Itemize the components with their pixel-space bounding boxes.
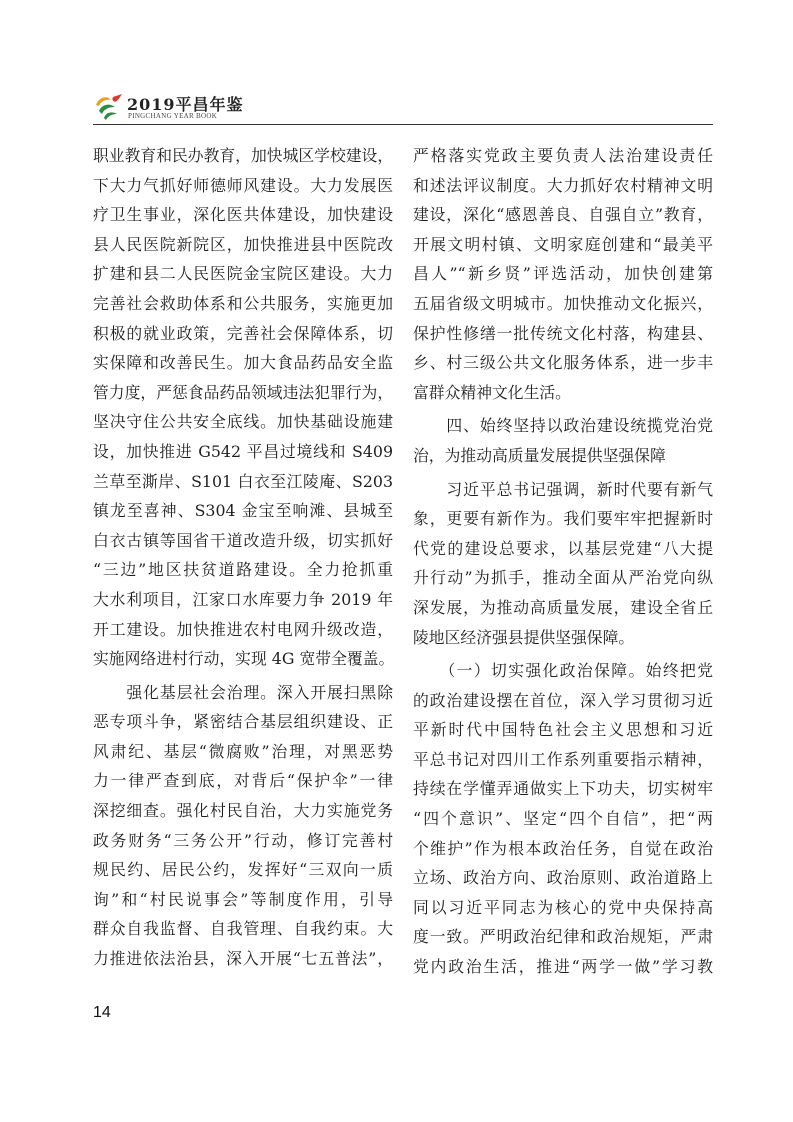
text-line: 同以习近平同志为核心的党中央保持高 bbox=[413, 897, 713, 917]
text-line: 五届省级文明城市。加快推动文化振兴， bbox=[413, 293, 713, 313]
text-line: 党内政治生活，推进“两学一做”学习教 bbox=[413, 957, 713, 977]
text-line: 深挖细查。强化村民自治，大力实施党务 bbox=[93, 801, 393, 821]
yearbook-title: 2019平昌年鉴 bbox=[127, 95, 244, 114]
text-line: 持续在学懂弄通做实上下功夫，切实树牢 bbox=[413, 779, 713, 799]
text-line: 平总书记对四川工作系列重要指示精神， bbox=[413, 749, 713, 769]
text-line: 陵地区经济强县提供坚强保障。 bbox=[413, 627, 635, 647]
text-line: 乡、村三级公共文化服务体系，进一步丰 bbox=[413, 353, 713, 373]
header-rule bbox=[93, 124, 713, 125]
text-line: 大水利项目，江家口水库要力争 2019 年 bbox=[93, 589, 393, 609]
paragraph-start-line: 强化基层社会治理。深入开展扫黑除 bbox=[93, 682, 393, 702]
yearbook-subtitle: PINGCHANG YEAR BOOK bbox=[128, 112, 218, 120]
text-line: 职业教育和民办教育，加快城区学校建设， bbox=[93, 146, 394, 165]
text-line: 立场、政治方向、政治原则、政治道路上 bbox=[413, 868, 713, 888]
text-line: 和述法评议制度。大力抓好农村精神文明 bbox=[413, 175, 713, 195]
page-header bbox=[93, 91, 713, 123]
text-line: 严格落实党政主要负责人法治建设责任 bbox=[413, 146, 713, 165]
text-line: 积极的就业政策，完善社会保障体系，切 bbox=[93, 323, 393, 343]
text-line: 下大力气抓好师德师风建设。大力发展医 bbox=[93, 175, 393, 195]
text-line: 白衣古镇等国省干道改造升级，切实抓好 bbox=[93, 530, 393, 550]
text-line: 富群众精神文化生活。 bbox=[413, 382, 571, 402]
text-line: 恶专项斗争，紧密结合基层组织建设、正 bbox=[93, 712, 393, 732]
text-line: 平新时代中国特色社会主义思想和习近 bbox=[413, 720, 713, 740]
section-heading-line: 治，为推动高质量发展提供坚强保障 bbox=[413, 445, 666, 465]
text-line: 建设，深化“感恩善良、自强自立”教育， bbox=[413, 205, 713, 225]
text-line: 规民约、居民公约，发挥好“三双向一质 bbox=[93, 860, 393, 880]
text-line: 力一律严查到底，对背后“保护伞”一律 bbox=[93, 771, 393, 791]
text-line: 实保障和改善民生。加大食品药品安全监 bbox=[93, 353, 393, 373]
text-line: 兰草至澌岸、S101 白衣至江陵庵、S203 bbox=[93, 471, 393, 491]
text-line: 深发展，为推动高质量发展，建设全省丘 bbox=[413, 597, 713, 617]
text-line: 政务财务“三务公开”行动，修订完善村 bbox=[93, 830, 393, 850]
text-line: 询”和“村民说事会”等制度作用，引导 bbox=[93, 889, 393, 909]
text-line: 疗卫生事业，深化医共体建设，加快建设 bbox=[93, 205, 393, 225]
text-line: 度一致。严明政治纪律和政治规矩，严肃 bbox=[413, 927, 713, 947]
text-line: 力推进依法治县，深入开展“七五普法”， bbox=[93, 949, 393, 969]
text-line: 保护性修缮一批传统文化村落，构建县、 bbox=[413, 323, 713, 343]
text-line: 完善社会救助体系和公共服务，实施更加 bbox=[93, 293, 393, 313]
section-heading-line: 四、始终坚持以政治建设统揽党治党 bbox=[413, 416, 713, 436]
paragraph-start-line: 习近平总书记强调，新时代要有新气 bbox=[413, 479, 713, 499]
text-line: 坚决守住公共安全底线。加快基础设施建 bbox=[93, 412, 393, 432]
text-line: 的政治建设摆在首位，深入学习贯彻习近 bbox=[413, 690, 713, 710]
text-line: 镇龙至喜神、S304 金宝至响滩、县城至 bbox=[93, 501, 393, 521]
text-line: “四个意识”、坚定“四个自信”，把“两 bbox=[413, 809, 713, 829]
text-line: 群众自我监督、自我管理、自我约束。大 bbox=[93, 919, 393, 939]
text-line: 代党的建设总要求，以基层党建“八大提 bbox=[413, 538, 713, 558]
text-line: 风肃纪、基层“微腐败”治理，对黑恶势 bbox=[93, 741, 393, 761]
text-line: 昌人”“新乡贤”评选活动，加快创建第 bbox=[413, 264, 713, 284]
text-line: 个维护”作为根本政治任务，自觉在政治 bbox=[413, 838, 713, 858]
left-column bbox=[93, 141, 393, 974]
text-line: 设，加快推进 G542 平昌过境线和 S409 bbox=[93, 441, 393, 461]
text-line: 象，更要有新作为。我们要牢牢把握新时 bbox=[413, 509, 713, 529]
text-line: “三边”地区扶贫道路建设。全力抢抓重 bbox=[93, 560, 393, 580]
text-line: 开展文明村镇、文明家庭创建和“最美平 bbox=[413, 234, 713, 254]
yearbook-logo-icon bbox=[93, 91, 125, 123]
text-line: 实施网络进村行动，实现 4G 宽带全覆盖。 bbox=[93, 649, 395, 669]
text-line: 县人民医院新院区，加快推进县中医院改 bbox=[93, 234, 393, 254]
text-line: 开工建设。加快推进农村电网升级改造， bbox=[93, 619, 393, 639]
text-line: 扩建和县二人民医院金宝院区建设。大力 bbox=[93, 264, 393, 284]
text-line: 升行动”为抓手，推动全面从严治党向纵 bbox=[413, 568, 713, 588]
right-column bbox=[413, 141, 713, 982]
page-number: 14 bbox=[93, 1004, 111, 1021]
text-line: 管力度，严惩食品药品领域违法犯罪行为， bbox=[93, 382, 394, 402]
paragraph-start-line: （一）切实强化政治保障。始终把党 bbox=[413, 661, 713, 681]
